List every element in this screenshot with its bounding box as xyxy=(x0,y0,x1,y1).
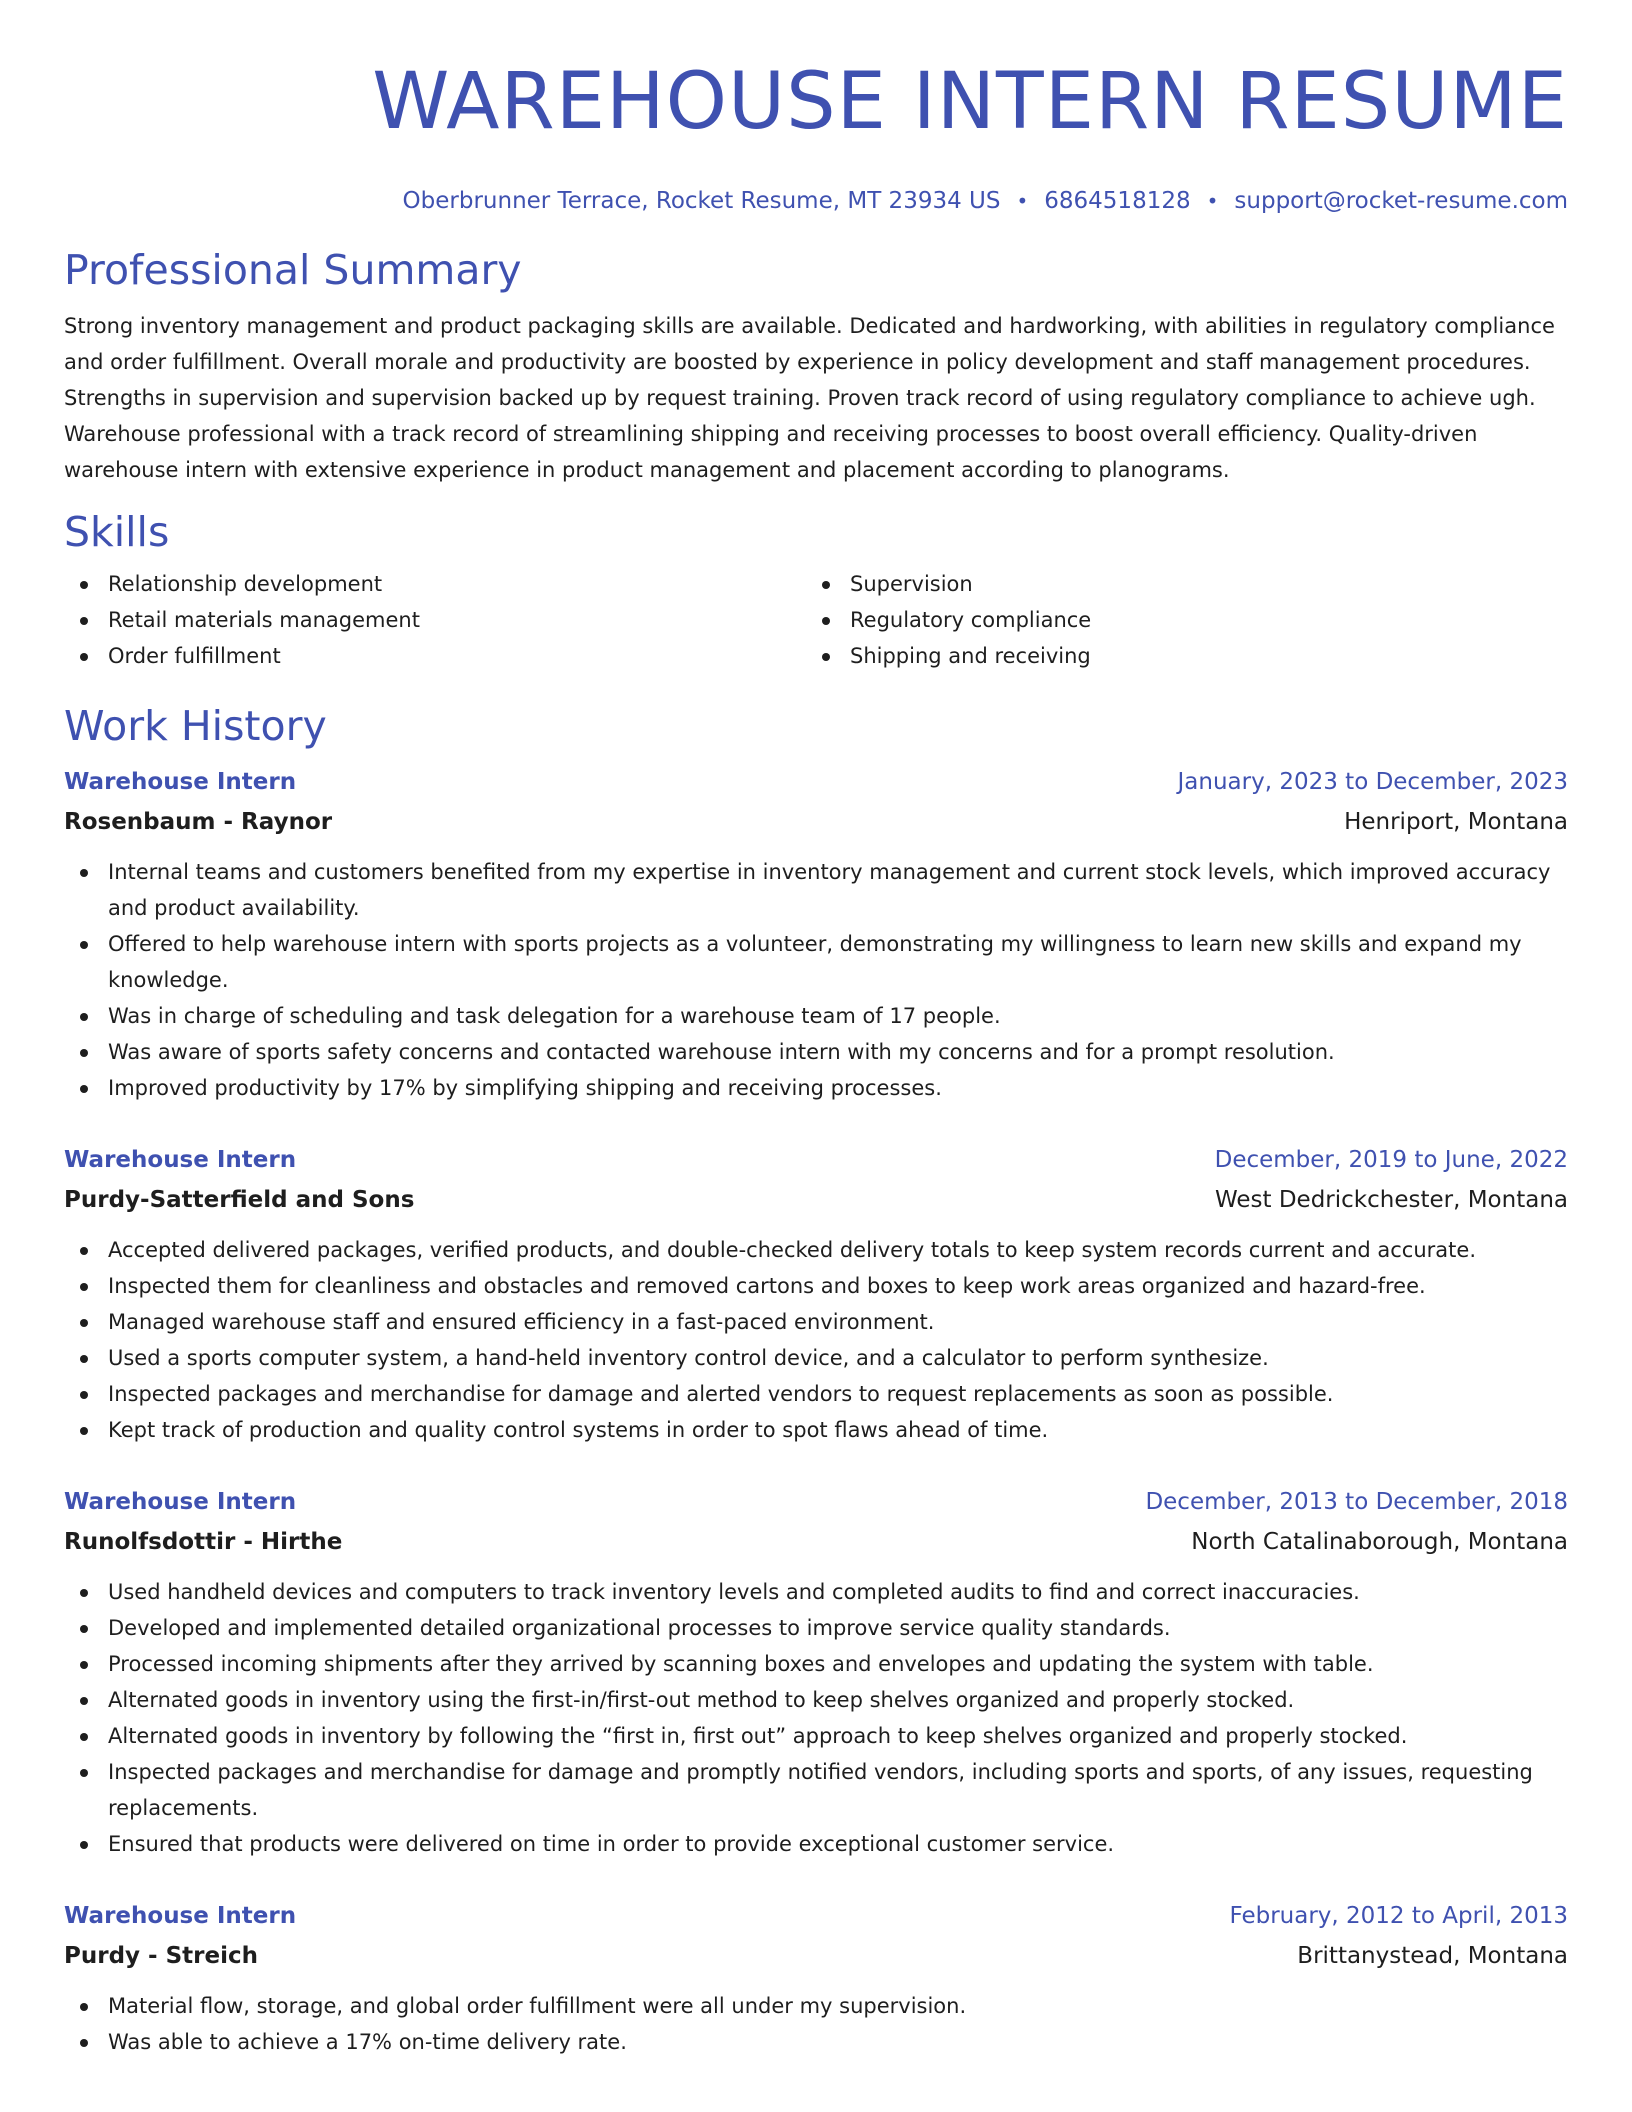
contact-email: support@rocket-resume.com xyxy=(1234,188,1568,214)
job-header-row xyxy=(64,1140,1568,1180)
skill-item: Regulatory compliance xyxy=(806,602,1548,638)
skill-item: Relationship development xyxy=(64,566,806,602)
job-entry xyxy=(64,762,1568,1106)
job-role: Warehouse Intern xyxy=(64,1147,297,1173)
job-dates: February, 2012 to April, 2013 xyxy=(1229,1903,1568,1929)
job-bullet: Kept track of production and quality control systems in order to spot flaws ahead of time. xyxy=(64,1412,1568,1448)
job-bullet: Accepted delivered packages, verified products, and double-checked delivery totals to keep system records current and accurate. xyxy=(64,1232,1568,1268)
summary-heading: Professional Summary xyxy=(64,246,522,294)
job-company: Rosenbaum - Raynor xyxy=(64,809,333,835)
skills-list xyxy=(64,566,1568,674)
job-dates: January, 2023 to December, 2023 xyxy=(1177,769,1568,795)
job-bullet: Ensured that products were delivered on time in order to provide exceptional customer service. xyxy=(64,1826,1568,1862)
job-bullet: Was in charge of scheduling and task delegation for a warehouse team of 17 people. xyxy=(64,998,1568,1034)
job-header-row xyxy=(64,1896,1568,1936)
skill-item: Retail materials management xyxy=(64,602,806,638)
job-bullet: Improved productivity by 17% by simplifying shipping and receiving processes. xyxy=(64,1070,1568,1106)
job-company: Purdy-Satterfield and Sons xyxy=(64,1187,415,1213)
job-bullets xyxy=(64,1232,1568,1448)
resume-page xyxy=(64,0,1568,2060)
job-company-row xyxy=(64,1180,1568,1220)
job-bullet: Processed incoming shipments after they arrived by scanning boxes and envelopes and updating the system with table. xyxy=(64,1646,1568,1682)
skill-item: Shipping and receiving xyxy=(806,638,1548,674)
skill-item: Supervision xyxy=(806,566,1548,602)
resume-title: WAREHOUSE INTERN RESUME xyxy=(372,57,1568,147)
job-role: Warehouse Intern xyxy=(64,1489,297,1515)
job-bullet: Alternated goods in inventory using the first-in/first-out method to keep shelves organized and properly stocked. xyxy=(64,1682,1568,1718)
job-bullet: Inspected packages and merchandise for damage and alerted vendors to request replacements as soon as possible. xyxy=(64,1376,1568,1412)
job-bullet: Was able to achieve a 17% on-time delivery rate. xyxy=(64,2024,1568,2060)
job-bullets xyxy=(64,1574,1568,1862)
job-bullet: Used a sports computer system, a hand-held inventory control device, and a calculator to perform synthesize. xyxy=(64,1340,1568,1376)
job-bullet: Was aware of sports safety concerns and contacted warehouse intern with my concerns and for a prompt resolution. xyxy=(64,1034,1568,1070)
skills-column-right xyxy=(806,566,1548,674)
job-location: West Dedrickchester, Montana xyxy=(1214,1187,1568,1213)
job-role: Warehouse Intern xyxy=(64,1903,297,1929)
skills-heading: Skills xyxy=(64,508,170,556)
job-dates: December, 2013 to December, 2018 xyxy=(1145,1489,1568,1515)
job-bullet: Internal teams and customers benefited from my expertise in inventory management and current stock levels, which improved accuracy and product availability. xyxy=(64,854,1568,926)
job-company: Runolfsdottir - Hirthe xyxy=(64,1529,343,1555)
skills-column-left xyxy=(64,566,806,674)
job-bullet: Used handheld devices and computers to track inventory levels and completed audits to find and correct inaccuracies. xyxy=(64,1574,1568,1610)
job-role: Warehouse Intern xyxy=(64,769,297,795)
job-bullet: Developed and implemented detailed organizational processes to improve service quality standards. xyxy=(64,1610,1568,1646)
skill-item: Order fulfillment xyxy=(64,638,806,674)
job-bullet: Material flow, storage, and global order fulfillment were all under my supervision. xyxy=(64,1988,1568,2024)
job-location: Brittanystead, Montana xyxy=(1297,1943,1568,1969)
job-entry xyxy=(64,1482,1568,1862)
contact-phone: 6864518128 xyxy=(1044,188,1191,214)
job-entry xyxy=(64,1140,1568,1448)
contact-address: Oberbrunner Terrace, Rocket Resume, MT 23934 US xyxy=(402,188,1001,214)
contact-line xyxy=(64,186,1568,216)
job-bullet: Inspected them for cleanliness and obstacles and removed cartons and boxes to keep work areas organized and hazard-free. xyxy=(64,1268,1568,1304)
job-location: North Catalinaborough, Montana xyxy=(1191,1529,1568,1555)
job-bullets xyxy=(64,1988,1568,2060)
job-header-row xyxy=(64,762,1568,802)
job-bullets xyxy=(64,854,1568,1106)
contact-separator: • xyxy=(1016,189,1029,213)
job-company-row xyxy=(64,802,1568,842)
job-entry xyxy=(64,1896,1568,2060)
job-location: Henriport, Montana xyxy=(1344,809,1568,835)
contact-separator: • xyxy=(1206,189,1219,213)
summary-text: Strong inventory management and product packaging skills are available. Dedicated and hardworking, with abilities in regulatory compliance and order fulfillment. Overall morale and productivity are boosted by experience in policy development and staff management procedures. Strengths in supervision and supervision backed up by request training. Proven track record of using regulatory compliance to achieve ugh. Warehouse professional with a track record of streamlining shipping and receiving processes to boost overall efficiency. Quality-driven warehouse intern with extensive experience in product management and placement according to planograms. xyxy=(64,314,1555,482)
job-bullet: Managed warehouse staff and ensured efficiency in a fast-paced environment. xyxy=(64,1304,1568,1340)
job-dates: December, 2019 to June, 2022 xyxy=(1214,1147,1568,1173)
job-bullet: Offered to help warehouse intern with sports projects as a volunteer, demonstrating my willingness to learn new skills and expand my knowledge. xyxy=(64,926,1568,998)
job-company: Purdy - Streich xyxy=(64,1943,258,1969)
job-header-row xyxy=(64,1482,1568,1522)
job-company-row xyxy=(64,1936,1568,1976)
work-history-heading: Work History xyxy=(64,702,327,750)
job-bullet: Alternated goods in inventory by following the “first in, first out” approach to keep shelves organized and properly stocked. xyxy=(64,1718,1568,1754)
job-company-row xyxy=(64,1522,1568,1562)
job-bullet: Inspected packages and merchandise for damage and promptly notified vendors, including sports and sports, of any issues, requesting replacements. xyxy=(64,1754,1568,1826)
